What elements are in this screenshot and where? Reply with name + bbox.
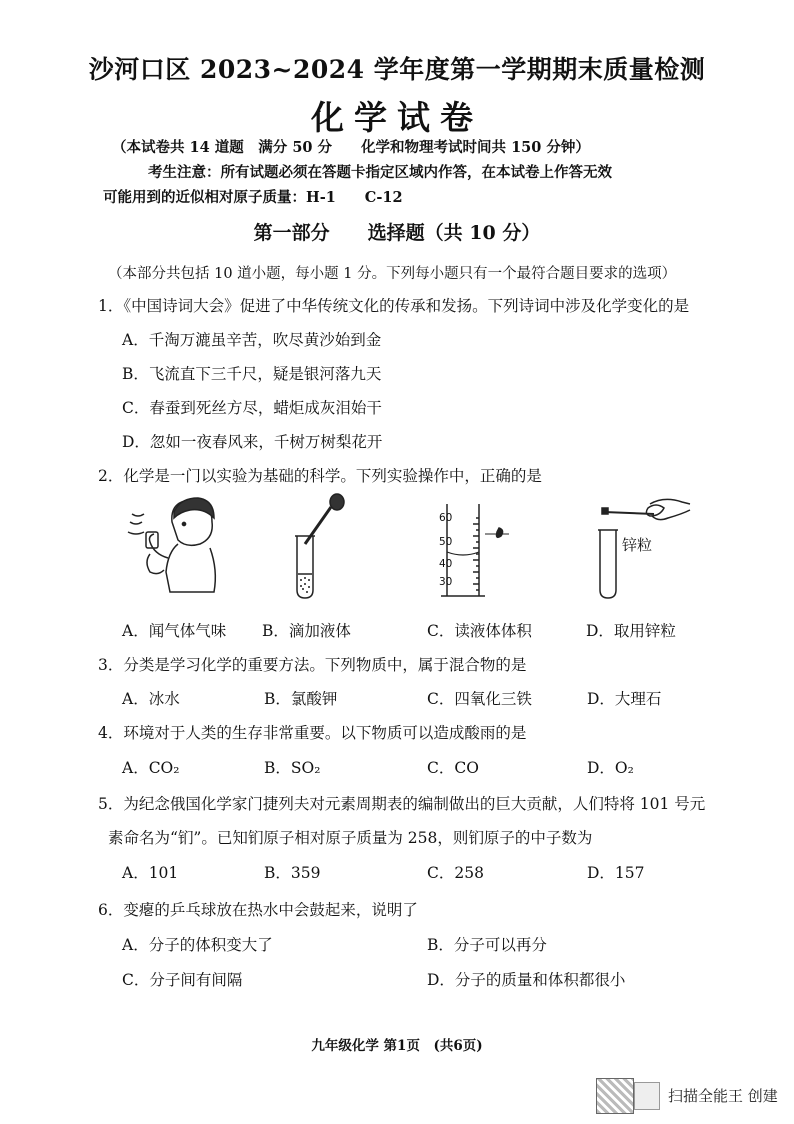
q6-option-d: D．分子的质量和体积都很小 (427, 971, 626, 989)
q6-option-a: A．分子的体积变大了 (122, 936, 273, 954)
q3-option-c: C．四氧化三铁 (427, 690, 532, 708)
q4-option-a: A．CO₂ (122, 759, 180, 777)
question-2-stem: 2．化学是一门以实验为基础的科学。下列实验操作中，正确的是 (98, 467, 542, 485)
exam-title: 沙河口区 2023~2024 学年度第一学期期末质量检测 (88, 55, 706, 84)
q5-option-a: A．101 (122, 864, 179, 882)
smelling-gas-figure (120, 492, 230, 600)
qr-code-icon (596, 1078, 634, 1114)
q3-option-a: A．冰水 (122, 690, 180, 708)
question-4-stem: 4．环境对于人类的生存非常重要。以下物质可以造成酸雨的是 (98, 724, 527, 742)
watermark-text: 扫描全能王 创建 (668, 1087, 778, 1105)
exam-info-line: （本试卷共 14 道题 满分 50 分 化学和物理考试时间共 150 分钟） (112, 139, 590, 156)
q4-option-d: D．O₂ (587, 759, 634, 777)
cylinder-tick-50: 50 (439, 536, 453, 548)
q1-option-c: C．春蚕到死丝方尽，蜡炬成灰泪始干 (122, 399, 382, 417)
exam-subject-title: 化学试卷 (311, 98, 483, 137)
question-3-stem: 3．分类是学习化学的重要方法。下列物质中，属于混合物的是 (98, 656, 527, 674)
q4-option-c: C．CO (427, 759, 479, 777)
scanner-watermark (596, 1078, 786, 1112)
q5-option-b: B．359 (264, 864, 321, 882)
question-5-stem: 5．为纪念俄国化学家门捷列夫对元素周期表的编制做出的巨大贡献，人们特将 101 号元 (98, 795, 706, 813)
q5-option-c: C．258 (427, 864, 484, 882)
q6-option-b: B．分子可以再分 (427, 936, 547, 954)
q2-option-b: B．滴加液体 (262, 622, 351, 640)
cylinder-tick-60: 60 (439, 512, 453, 524)
dropper-figure (275, 492, 355, 600)
question-1-stem: 1．《中国诗词大会》促进了中华传统文化的传承和发扬。下列诗词中涉及化学变化的是 (98, 297, 690, 315)
q1-option-a: A．千淘万漉虽辛苦，吹尽黄沙始到金 (122, 331, 382, 349)
section-instructions: （本部分共包括 10 道小题，每小题 1 分。下列每小题只有一个最符合题目要求的选项） (108, 266, 677, 282)
q2-option-a: A．闻气体气味 (122, 622, 227, 640)
app-logo-icon (634, 1082, 660, 1110)
atomic-mass-line: 可能用到的近似相对原子质量：H-1 C-12 (103, 189, 403, 206)
question-6-stem: 6．变瘪的乒乓球放在热水中会鼓起来，说明了 (98, 901, 418, 919)
q6-option-c: C．分子间有间隔 (122, 971, 243, 989)
q3-option-d: D．大理石 (587, 690, 662, 708)
question-5-stem-line2: 素命名为“钔”。已知钔原子相对原子质量为 258，则钔原子的中子数为 (108, 829, 593, 847)
q2-option-c: C．读液体体积 (427, 622, 532, 640)
q3-option-b: B．氯酸钾 (264, 690, 338, 708)
q4-option-b: B．SO₂ (264, 759, 321, 777)
q1-option-b: B．飞流直下三千尺，疑是银河落九天 (122, 365, 382, 383)
q1-option-d: D．忽如一夜春风来，千树万树梨花开 (122, 433, 383, 451)
section-title: 第一部分 选择题（共 10 分） (253, 222, 541, 244)
q2-option-d: D．取用锌粒 (586, 622, 676, 640)
exam-notice: 考生注意：所有试题必须在答题卡指定区域内作答，在本试卷上作答无效 (148, 164, 612, 181)
page-footer: 九年级化学 第1页 (共6页) (311, 1038, 483, 1054)
q5-option-d: D．157 (587, 864, 645, 882)
cylinder-tick-30: 30 (439, 576, 453, 588)
zinc-label: 锌粒 (622, 536, 653, 554)
cylinder-tick-40: 40 (439, 558, 453, 570)
q2-figures (110, 492, 710, 602)
